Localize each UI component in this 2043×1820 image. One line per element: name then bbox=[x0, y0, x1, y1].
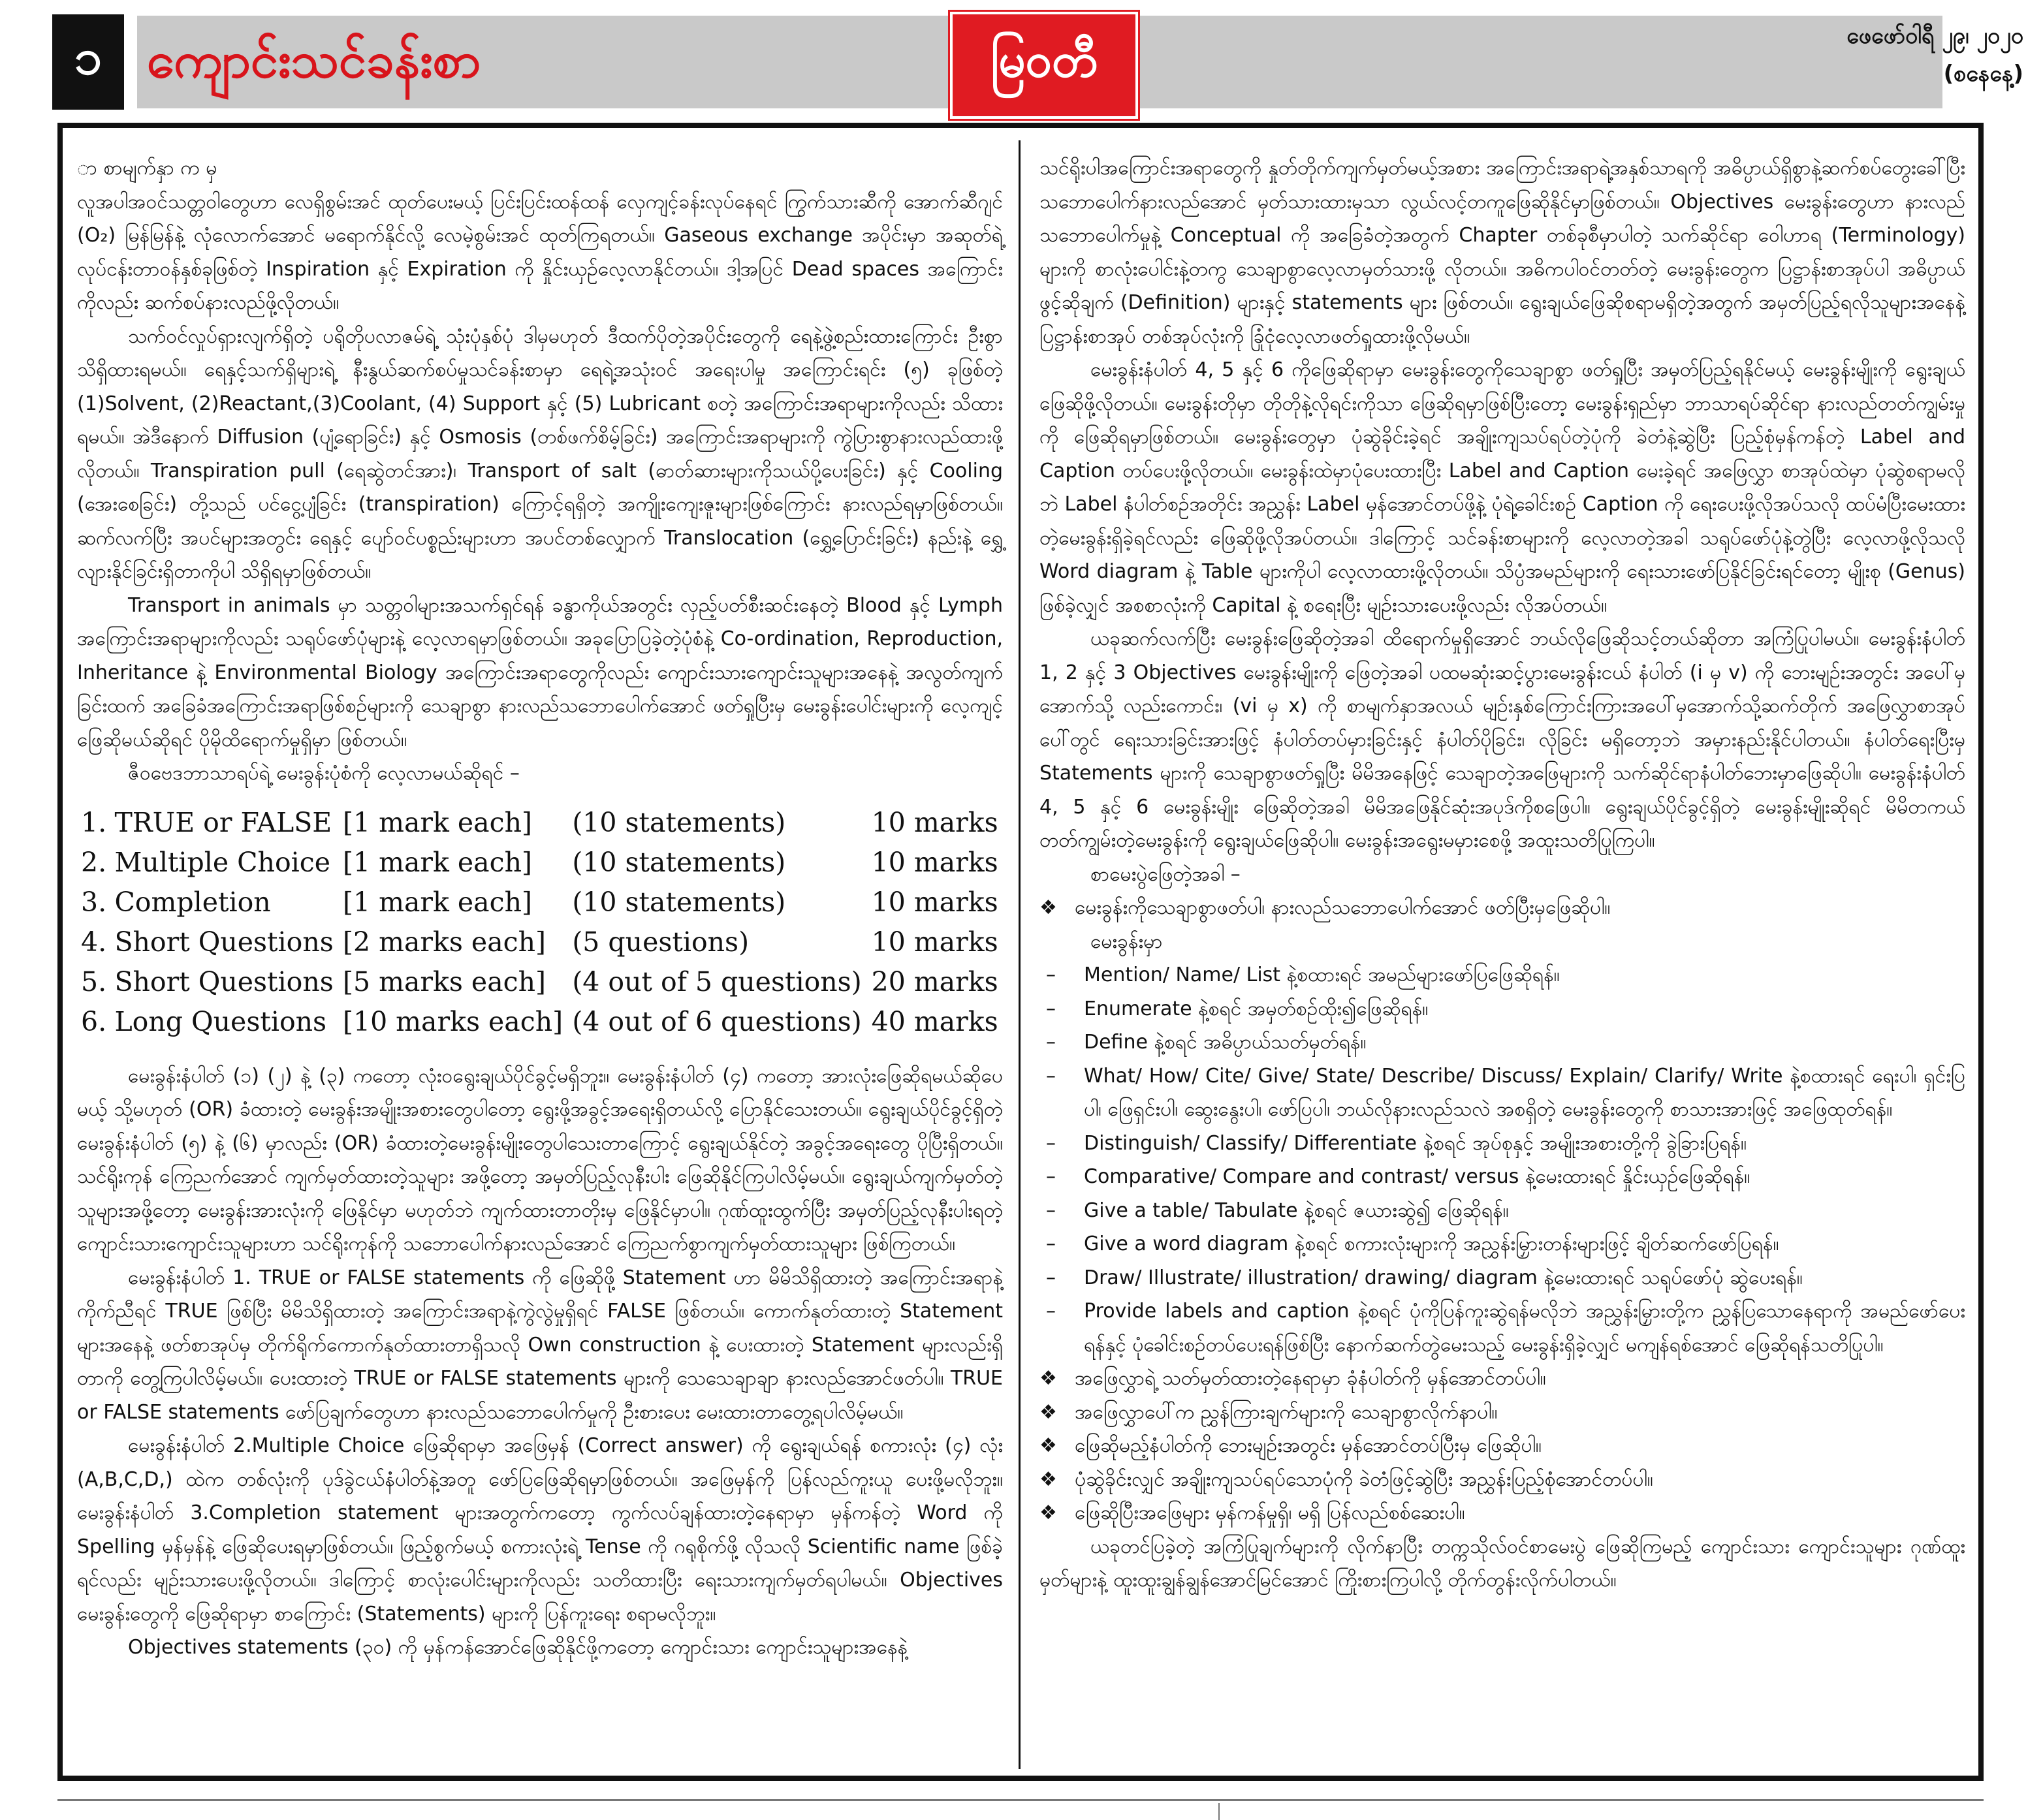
date-text: ဖေဖော်ဝါရီ ၂၉၊ ၂၀၂၀ bbox=[1846, 23, 2023, 49]
question-count: (10 statements) bbox=[572, 886, 786, 918]
question-count: (10 statements) bbox=[572, 847, 786, 879]
list-item bbox=[1039, 1261, 1965, 1295]
paragraph: ယခုဆက်လက်ပြီး မေးခွန်းဖြေဆိုတဲ့အခါ ထိရောက်မှုရှိအောင် ဘယ်လိုဖြေဆိုသင့်တယ်ဆိုတာ အကြံပြုပါမယ်။ မေးခွန်းနံပါတ် 1, 2 နှင့် 3 Objectives မေးခွန်းမျိုးကို ဖြေတဲ့အခါ ပထမဆုံးဆင့်ပွားမေးခွန်းငယ် နံပါတ် (i မှ v) ကို ဘေးမျဉ်းအတွင်း အပေါ်မှအောက်သို့ လည်းကောင်း၊ (vi မှ x) ကို စာမျက်နှာအလယ် မျဉ်းနှစ်ကြောင်းကြားအပေါ်မှအောက်သို့ဆက်တိုက် အဖြေလွှာစာအုပ်ပေါ်တွင် ရေးသားခြင်းအားဖြင့် နံပါတ်တပ်မှားခြင်းနှင့် နံပါတ်ပိုခြင်း၊ လိုခြင်း မရှိတော့ဘဲ အမှားနည်းနိုင်ပါတယ်။ နံပါတ်ရေးပြီးမှ Statements များကို သေချာစွာဖတ်ရှုပြီး မိမိအနေဖြင့် သေချာတဲ့အဖြေများကို သက်ဆိုင်ရာနံပါတ်ဘေးမှာဖြေဆိုပါ။ မေးခွန်းနံပါတ် 4, 5 နှင့် 6 မေးခွန်းမျိုး ဖြေဆိုတဲ့အခါ မိမိအဖြေနိုင်ဆုံးအပုဒ်ကိုစဖြေပါ။ ရွေးချယ်ပိုင်ခွင့်ရှိတဲ့ မေးခွန်းမျိုးဆိုရင် မိမိတကယ် တတ်ကျွမ်းတဲ့မေးခွန်းကို ရွေးချယ်ဖြေဆိုပါ။ မေးခွန်းအရွေးမမှားစေဖို့ အထူးသတိပြုကြပါ။ bbox=[1039, 627, 1965, 852]
bullet-text: ဖြေဆိုပြီးအဖြေများ မှန်ကန်မှုရှိ၊ မရှိ ပြန်လည်စစ်ဆေးပါ။ bbox=[1075, 1501, 1465, 1524]
question-type: Long Questions bbox=[114, 1006, 327, 1038]
list-item bbox=[1039, 1429, 1965, 1463]
list-item bbox=[1039, 1396, 1965, 1430]
dash-icon: – bbox=[1046, 1031, 1056, 1054]
dash-icon: – bbox=[1046, 997, 1056, 1020]
dash-text: Draw/ Illustrate/ illustration/ drawing/ diagram နဲ့မေးထားရင် သရုပ်ဖော်ပုံ ဆွဲပေးရန်။ bbox=[1084, 1266, 1803, 1289]
marks-per: [1 mark each] bbox=[342, 807, 532, 839]
dash-icon: – bbox=[1046, 1300, 1056, 1323]
diamond-bullet-icon: ❖ bbox=[1039, 1400, 1057, 1424]
section-title: ကျောင်းသင်ခန်းစာ bbox=[147, 31, 481, 89]
dash-icon: – bbox=[1046, 1131, 1056, 1155]
continued-note: ာ စာမျက်နှာ က မှ bbox=[77, 157, 217, 180]
question-count: (4 out of 6 questions) bbox=[572, 1006, 862, 1038]
question-count: (10 statements) bbox=[572, 807, 786, 839]
dash-icon: – bbox=[1046, 1199, 1056, 1222]
column-divider bbox=[1019, 140, 1021, 1769]
paragraph: လူအပါအဝင်သတ္တဝါတွေဟာ လေရှိစွမ်းအင် ထုတ်ပေးမယ့် ပြင်းပြင်းထန်ထန် လှေကျင့်ခန်းလုပ်နေရင် ကြွက်သားဆီကို အောက်ဆီဂျင် (O₂) မြန်မြန်နဲ့ လုံလောက်အောင် မရောက်နိုင်လို့ လေမဲ့စွမ်းအင် ထုတ်ကြရတယ်။ Gaseous exchange အပိုင်းမှာ အဆုတ်ရဲ့လုပ်ငန်းတာဝန်နှစ်ခုဖြစ်တဲ့ Inspiration နှင့် Expiration ကို နှိုင်းယှဉ်လေ့လာနိုင်တယ်။ ဒါ့အပြင် Dead spaces အကြောင်းကိုလည်း ဆက်စပ်နားလည်ဖို့လိုတယ်။ bbox=[77, 190, 1003, 314]
marks-table bbox=[77, 804, 1003, 1043]
list-item bbox=[1039, 1059, 1965, 1127]
list-item bbox=[1039, 992, 1965, 1026]
dash-icon: – bbox=[1046, 1064, 1056, 1088]
sub-heading: မေးခွန်းမှာ bbox=[1090, 930, 1163, 953]
diamond-bullet-icon: ❖ bbox=[1039, 1434, 1057, 1457]
logo-text: မြဝတီ bbox=[990, 33, 1098, 87]
paragraph: မေးခွန်းနံပါတ် 4, 5 နှင့် 6 ကိုဖြေဆိုရာမှာ မေးခွန်းတွေကိုသေချာစွာ ဖတ်ရှုပြီး အမှတ်ပြည့်ရနိုင်မယ့် မေးခွန်းမျိုးကို ရွေးချယ်ဖြေဆိုဖို့လိုတယ်။ မေးခွန်းတိုမှာ တိုတိုနဲ့လိုရင်းကိုသာ ဖြေဆိုရမှာဖြစ်ပြီးတော့ မေးခွန်းရှည်မှာ ဘာသာရပ်ဆိုင်ရာ နားလည်တတ်ကျွမ်းမှုကို ဖြေဆိုရမှာဖြစ်တယ်။ မေးခွန်းတွေမှာ ပုံဆွဲခိုင်းခဲ့ရင် အချိုးကျသပ်ရပ်တဲ့ပုံကို ခဲတံနဲ့ဆွဲပြီး ပြည့်စုံမှန်ကန်တဲ့ Label and Caption တပ်ပေးဖို့လိုတယ်။ မေးခွန်းထဲမှာပုံပေးထားပြီး Label and Caption မေးခဲ့ရင် အဖြေလွှာ စာအုပ်ထဲမှာ ပုံဆွဲစရာမလိုဘဲ Label နံပါတ်စဉ်အတိုင်း အညွှန်း Label မှန်အောင်တပ်ဖို့နဲ့ ပုံရဲ့ခေါင်းစဉ် Caption ကို ရေးပေးဖို့လိုအပ်သလို ထပ်မံပြီးမေးထားတဲ့မေးခွန်းရှိခဲ့ရင်လည်း ဖြေဆိုဖို့လိုအပ်တယ်။ ဒါကြောင့် သင်ခန်းစာများကို လေ့လာတဲ့အခါ သရုပ်ဖော်ပုံနဲ့တွဲပြီး လေ့လာဖို့လိုသလို Word diagram နဲ့ Table များကိုပါ လေ့လာထားဖို့လိုတယ်။ သိပ္ပံအမည်များကို ရေးသားဖော်ပြနိုင်ခြင်းရင်တော့ မျိုးစု (Genus) ဖြစ်ခဲ့လျှင် အစစာလုံးကို Capital နဲ့ စရေးပြီး မျဉ်းသားပေးဖို့လည်း လိုအပ်တယ်။ bbox=[1039, 358, 1965, 617]
marks-per: [2 marks each] bbox=[342, 926, 546, 958]
dash-text: What/ How/ Cite/ Give/ State/ Describe/ Discuss/ Explain/ Clarify/ Write နဲ့စထားရင် ရေးပါ၊ ရှင်းပြပါ၊ ဖြေရှင်းပါ၊ ဆွေးနွေးပါ၊ ဖော်ပြပါ၊ ဘယ်လိုနားလည်သလဲ အစရှိတဲ့ မေးခွန်းတွေကို စာသားအားဖြင့် အဖြေထုတ်ရန်။ bbox=[1084, 1064, 1965, 1121]
list-item bbox=[1039, 1294, 1965, 1362]
newspaper-logo bbox=[950, 12, 1138, 119]
list-item bbox=[1039, 891, 1965, 925]
paragraph: ဇီဝဗေဒဘာသာရပ်ရဲ့ မေးခွန်းပုံစံကို လေ့လာမယ်ဆိုရင် – bbox=[128, 762, 520, 785]
list-item bbox=[1039, 1463, 1965, 1497]
row-number: 1. bbox=[81, 807, 107, 839]
list-item bbox=[1039, 958, 1965, 992]
table-row bbox=[77, 804, 1003, 843]
diamond-bullet-icon: ❖ bbox=[1039, 896, 1057, 919]
bullet-text: မေးခွန်းကိုသေချာစွာဖတ်ပါ၊ နားလည်သဘောပေါက်အောင် ဖတ်ပြီးမှဖြေဆိုပါ။ bbox=[1075, 896, 1611, 919]
footer-tick bbox=[1218, 1803, 1220, 1820]
total-marks: 10 marks bbox=[871, 807, 998, 839]
diamond-bullet-icon: ❖ bbox=[1039, 1367, 1057, 1390]
page-header bbox=[0, 0, 2043, 124]
dash-icon: – bbox=[1046, 1266, 1056, 1289]
dash-icon: – bbox=[1046, 1232, 1056, 1255]
question-type: Completion bbox=[114, 886, 271, 918]
table-row bbox=[77, 883, 1003, 923]
paragraph: ယခုတင်ပြခဲ့တဲ့ အကြံပြုချက်များကို လိုက်နာပြီး တက္ကသိုလ်ဝင်စာမေးပွဲ ဖြေဆိုကြမည့် ကျောင်းသား ကျောင်းသူများ ဂုဏ်ထူးမှတ်များနဲ့ ထူးထူးချွန်ချွန်အောင်မြင်အောင် ကြိုးစားကြပါလို့ တိုက်တွန်းလိုက်ပါတယ်။ bbox=[1039, 1535, 1965, 1592]
list-item bbox=[1039, 1194, 1965, 1228]
paragraph: Objectives statements (၃၀) ကို မှန်ကန်အောင်ဖြေဆိုနိုင်ဖို့ကတော့ ကျောင်းသား ကျောင်းသူများအနေနဲ့ bbox=[128, 1636, 908, 1659]
row-number: 3. bbox=[81, 886, 107, 918]
dash-text: Distinguish/ Classify/ Differentiate နဲ့စရင် အုပ်စုနှင့် အမျိုးအစားတို့ကို ခွဲခြားပြရန်။ bbox=[1084, 1131, 1747, 1155]
diamond-bullet-icon: ❖ bbox=[1039, 1501, 1057, 1524]
right-column bbox=[1039, 151, 1965, 1597]
day-text: (စနေနေ့) bbox=[1943, 61, 2023, 87]
bullet-text: အဖြေလွှာရဲ့ သတ်မှတ်ထားတဲ့နေရာမှာ ခုံနံပါတ်ကို မှန်အောင်တပ်ပါ။ bbox=[1075, 1367, 1546, 1390]
question-count: (4 out of 5 questions) bbox=[572, 966, 862, 998]
paragraph: Transport in animals မှာ သတ္တဝါများအသက်ရှင်ရန် ခန္ဓာကိုယ်အတွင်း လှည့်ပတ်စီးဆင်းနေတဲ့ Blood နှင့် Lymph အကြောင်းအရာများကိုလည်း သရုပ်ဖော်ပုံများနဲ့ လေ့လာရမှာဖြစ်တယ်။ အခုပြောပြခဲ့တဲ့ပုံစံနဲ့ Co-ordination, Reproduction, Inheritance နဲ့ Environmental Biology အကြောင်းအရာတွေကိုလည်း ကျောင်းသားကျောင်းသူများအနေနဲ့ အလွတ်ကျက်ခြင်းထက် အခြေခံအကြောင်းအရာဖြစ်စဉ်များကို သေချာစွာ နားလည်သဘောပေါက်အောင် ဖတ်ရှုပြီးမှ မေးခွန်းပေါင်းများကို လေ့ကျင့်ဖြေဆိုမယ်ဆိုရင် ပိုမိုထိရောက်မှုရှိမှာ ဖြစ်တယ်။ bbox=[77, 593, 1003, 751]
total-marks: 10 marks bbox=[871, 847, 998, 879]
page-number: ၁ bbox=[52, 14, 124, 110]
dash-text: Provide labels and caption နဲ့စရင် ပုံကိုပြန်ကူးဆွဲရန်မလိုဘဲ အညွှန်းမြှားတို့က ညွှန်ပြသောနေရာကို အမည်ဖော်ပေးရန်နှင့် ပုံခေါင်းစဉ်တပ်ပေးရန်ဖြစ်ပြီး နောက်ဆက်တွဲမေးသည့် မေးခွန်းရှိခဲ့လျှင် မကျန်ရစ်အောင် ဖြေဆိုရန်သတိပြုပါ။ bbox=[1084, 1300, 1965, 1357]
list-item bbox=[1039, 1160, 1965, 1194]
question-count: (5 questions) bbox=[572, 926, 750, 958]
question-type: TRUE or FALSE bbox=[114, 807, 332, 839]
paragraph: မေးခွန်းနံပါတ် 1. TRUE or FALSE statements ကို ဖြေဆိုဖို့ Statement ဟာ မိမိသိရှိထားတဲ့ အကြောင်းအရာနဲ့ ကိုက်ညီရင် TRUE ဖြစ်ပြီး မိမိသိရှိထားတဲ့ အကြောင်းအရာနဲ့ကွဲလွဲမှုရှိရင် FALSE ဖြစ်တယ်။ ကောက်နုတ်ထားတဲ့ Statement များအနေနဲ့ ဖတ်စာအုပ်မှ တိုက်ရိုက်ကောက်နုတ်ထားတာရှိသလို Own construction နဲ့ ပေးထားတဲ့ Statement များလည်းရှိတာကို တွေ့ကြပါလိမ့်မယ်။ ပေးထားတဲ့ TRUE or FALSE statements များကို သေသေချာချာ နားလည်အောင်ဖတ်ပါ။ TRUE or FALSE statements ဖော်ပြချက်တွေဟာ နားလည်သဘောပေါက်မှုကို ဦးစားပေး မေးထားတာတွေ့ရပါလိမ့်မယ်။ bbox=[77, 1266, 1003, 1424]
footer-rule bbox=[57, 1799, 1984, 1801]
marks-per: [10 marks each] bbox=[342, 1006, 563, 1038]
total-marks: 10 marks bbox=[871, 926, 998, 958]
total-marks: 10 marks bbox=[871, 886, 998, 918]
bullet-text: ပုံဆွဲခိုင်းလျှင် အချိုးကျသပ်ရပ်သောပုံကို ခဲတံဖြင့်ဆွဲပြီး အညွှန်းပြည့်စုံအောင်တပ်ပါ။ bbox=[1075, 1467, 1653, 1491]
question-type: Short Questions bbox=[114, 966, 334, 998]
dash-text: Define နဲ့စရင် အဓိပ္ပာယ်သတ်မှတ်ရန်။ bbox=[1084, 1031, 1367, 1054]
table-row bbox=[77, 923, 1003, 963]
bullet-text: အဖြေလွှာပေါ်က ညွှန်ကြားချက်များကို သေချာစွာလိုက်နာပါ။ bbox=[1075, 1400, 1498, 1424]
issue-date bbox=[1846, 17, 2023, 93]
paragraph: စာမေးပွဲဖြေတဲ့အခါ – bbox=[1090, 862, 1241, 886]
total-marks: 20 marks bbox=[871, 966, 998, 998]
marks-per: [1 mark each] bbox=[342, 847, 532, 879]
list-item bbox=[1039, 1026, 1965, 1059]
list-item bbox=[1039, 1362, 1965, 1396]
bullet-text: ဖြေဆိုမည့်နံပါတ်ကို ဘေးမျဉ်းအတွင်း မှန်အောင်တပ်ပြီးမှ ဖြေဆိုပါ။ bbox=[1075, 1434, 1542, 1457]
row-number: 6. bbox=[81, 1006, 107, 1038]
paragraph: မေးခွန်းနံပါတ် (၁) (၂) နဲ့ (၃) ကတော့ လုံးဝရွေးချယ်ပိုင်ခွင့်မရှိဘူး။ မေးခွန်းနံပါတ် (၄) ကတော့ အားလုံးဖြေဆိုရမယ်ဆိုပေမယ့် သို့မဟုတ် (OR) ခံထားတဲ့ မေးခွန်းအမျိုးအစားတွေပါတော့ ရွေးဖို့အခွင့်အရေးရှိတယ်လို့ ပြောနိုင်သေးတယ်။ ရွေးချယ်ပိုင်ခွင့်ရှိတဲ့ မေးခွန်းနံပါတ် (၅) နဲ့ (၆) မှာလည်း (OR) ခံထားတဲ့မေးခွန်းမျိုးတွေပါသေးတာကြောင့် ရွေးချယ်နိုင်တဲ့ အခွင့်အရေးတွေ ပိုပြီးရှိတယ်။ သင်ရိုးကုန် ကြေညက်အောင် ကျက်မှတ်ထားတဲ့သူများ အဖို့တော့ အမှတ်ပြည့်လုနီးပါး ဖြေဆိုနိုင်ကြပါလိမ့်မယ်။ ရွေးချယ်ကျက်မှတ်တဲ့သူများအဖို့တော့ မေးခွန်းအားလုံးကို ဖြေနိုင်မှာ မဟုတ်ဘဲ ကျက်ထားတာတိုးမှ ဖြေနိုင်မှာပါ။ ဂုဏ်ထူးထွက်ပြီး အမှတ်ပြည့်လုနီးပါးရတဲ့ ကျောင်းသားကျောင်းသူများဟာ သင်ရိုးကုန်ကို သဘောပေါက်နားလည်အောင် ကြေညက်စွာကျက်မှတ်ထားသူများ ဖြစ်ကြတယ်။ bbox=[77, 1064, 1003, 1255]
marks-per: [5 marks each] bbox=[342, 966, 546, 998]
table-row bbox=[77, 963, 1003, 1003]
list-item bbox=[1039, 1227, 1965, 1261]
list-item bbox=[1039, 1496, 1965, 1530]
row-number: 4. bbox=[81, 926, 107, 958]
question-type: Multiple Choice bbox=[114, 847, 330, 879]
paragraph: သင်ရိုးပါအကြောင်းအရာတွေကို နှုတ်တိုက်ကျက်မှတ်မယ့်အစား အကြောင်းအရာရဲ့အနှစ်သာရကို အဓိပ္ပာယ်ရှိစွာနဲ့ဆက်စပ်တွေးခေါ်ပြီး သဘောပေါက်နားလည်အောင် မှတ်သားထားမှသာ လွယ်လင့်တကူဖြေဆိုနိုင်မှာဖြစ်တယ်။ Objectives မေးခွန်းတွေဟာ နားလည် သဘောပေါက်မှုနဲ့ Conceptual ကို အခြေခံတဲ့အတွက် Chapter တစ်ခုစီမှာပါတဲ့ သက်ဆိုင်ရာ ဝေါဟာရ (Terminology) များကို စာလုံးပေါင်းနဲ့တကွ သေချာစွာလေ့လာမှတ်သားဖို့ လိုတယ်။ အဓိကပါဝင်တတ်တဲ့ မေးခွန်းတွေက ပြဋ္ဌာန်းစာအုပ်ပါ အဓိပ္ပာယ်ဖွင့်ဆိုချက် (Definition) များနှင့် statements များ ဖြစ်တယ်။ ရွေးချယ်ဖြေဆိုစရာမရှိတဲ့အတွက် အမှတ်ပြည့်ရလိုသူများအနေနဲ့ ပြဋ္ဌာန်းစာအုပ် တစ်အုပ်လုံးကို ခြုံငုံလေ့လာဖတ်ရှုထားဖို့လိုမယ်။ bbox=[1039, 157, 1965, 348]
dash-text: Give a table/ Tabulate နဲ့စရင် ဇယားဆွဲ၍ ဖြေဆိုရန်။ bbox=[1084, 1199, 1509, 1222]
list-item bbox=[1039, 1127, 1965, 1161]
row-number: 2. bbox=[81, 847, 107, 879]
left-column bbox=[77, 151, 1003, 1665]
dash-icon: – bbox=[1046, 964, 1056, 986]
paragraph: မေးခွန်းနံပါတ် 2.Multiple Choice ဖြေဆိုရာမှာ အဖြေမှန် (Correct answer) ကို ရွေးချယ်ရန် စကားလုံး (၄) လုံး (A,B,C,D,) ထဲက တစ်လုံးကို ပုဒ်ခွဲငယ်နံပါတ်နဲ့အတူ ဖော်ပြဖြေဆိုရမှာဖြစ်တယ်။ အဖြေမှန်ကို ပြန်လည်ကူးယူ ပေးဖို့မလိုဘူး။ မေးခွန်းနံပါတ် 3.Completion statement များအတွက်ကတော့ ကွက်လပ်ချန်ထားတဲ့နေရာမှာ မှန်ကန်တဲ့ Word ကို Spelling မှန်မှန်နဲ့ ဖြေဆိုပေးရမှာဖြစ်တယ်။ ဖြည့်စွက်မယ့် စကားလုံးရဲ့ Tense ကို ဂရုစိုက်ဖို့ လိုသလို Scientific name ဖြစ်ခဲ့ရင်လည်း မျဉ်းသားပေးဖို့လိုတယ်။ ဒါကြောင့် စာလုံးပေါင်းများကိုလည်း သတိထားပြီး ရေးသားကျက်မှတ်ရပါမယ်။ Objectives မေးခွန်းတွေကို ဖြေဆိုရာမှာ စာကြောင်း (Statements) များကို ပြန်ကူးရေး စရာမလိုဘူး။ bbox=[77, 1434, 1003, 1625]
dash-text: Mention/ Name/ List နဲ့စထားရင် အမည်များဖော်ပြဖြေဆိုရန်။ bbox=[1084, 964, 1560, 986]
marks-per: [1 mark each] bbox=[342, 886, 532, 918]
table-row bbox=[77, 843, 1003, 883]
total-marks: 40 marks bbox=[871, 1006, 998, 1038]
question-type: Short Questions bbox=[114, 926, 334, 958]
row-number: 5. bbox=[81, 966, 107, 998]
table-row bbox=[77, 1003, 1003, 1043]
paragraph: သက်ဝင်လှုပ်ရှားလျက်ရှိတဲ့ ပရိုတိုပလာဇမ်ရဲ့ သုံးပုံနှစ်ပုံ ဒါမှမဟုတ် ဒီထက်ပိုတဲ့အပိုင်းတွေကို ရေနဲ့ဖွဲ့စည်းထားကြောင်း ဦးစွာသိရှိထားရမယ်။ ရေနှင့်သက်ရှိများရဲ့ နီးနွယ်ဆက်စပ်မှုသင်ခန်းစာမှာ ရေရဲ့အသုံးဝင် အရေးပါမှု အကြောင်းရင်း (၅) ခုဖြစ်တဲ့ (1)Solvent, (2)Reactant,(3)Coolant, (4) Support နှင့် (5) Lubricant စတဲ့ အကြောင်းအရာများကိုလည်း သိထားရမယ်။ အဲဒီနောက် Diffusion (ပျံ့ရောခြင်း) နှင့် Osmosis (တစ်ဖက်စိမ့်ခြင်း) အကြောင်းအရာများကို ကွဲပြားစွာနားလည်ထားဖို့လိုတယ်။ Transpiration pull (ရေဆွဲတင်အား)၊ Transport of salt (ဓာတ်ဆားများကိုသယ်ပို့ပေးခြင်း) နှင့် Cooling (အေးစေခြင်း) တို့သည် ပင်ငွေ့ပျံခြင်း (transpiration) ကြောင့်ရရှိတဲ့ အကျိုးကျေးဇူးများဖြစ်ကြောင်း နားလည်ရမှာဖြစ်တယ်။ ဆက်လက်ပြီး အပင်များအတွင်း ရေနှင့် ပျော်ဝင်ပစ္စည်းများဟာ အပင်တစ်လျှောက် Translocation (ရွှေ့ပြောင်းခြင်း) နည်းနဲ့ ရွှေ့လျားနိုင်ခြင်းရှိတာကိုပါ သိရှိရမှာဖြစ်တယ်။ bbox=[77, 324, 1003, 583]
dash-text: Enumerate နဲ့စရင် အမှတ်စဉ်ထိုး၍ဖြေဆိုရန်။ bbox=[1084, 997, 1429, 1020]
dash-text: Comparative/ Compare and contrast/ versus နဲ့မေးထားရင် နှိုင်းယှဉ်ဖြေဆိုရန်။ bbox=[1084, 1165, 1750, 1188]
diamond-bullet-icon: ❖ bbox=[1039, 1467, 1057, 1491]
dash-icon: – bbox=[1046, 1165, 1056, 1188]
dash-text: Give a word diagram နဲ့စရင် စကားလုံးများကို အညွှန်းမြှားတန်းများဖြင့် ချိတ်ဆက်ဖော်ပြရန်။ bbox=[1084, 1232, 1779, 1255]
